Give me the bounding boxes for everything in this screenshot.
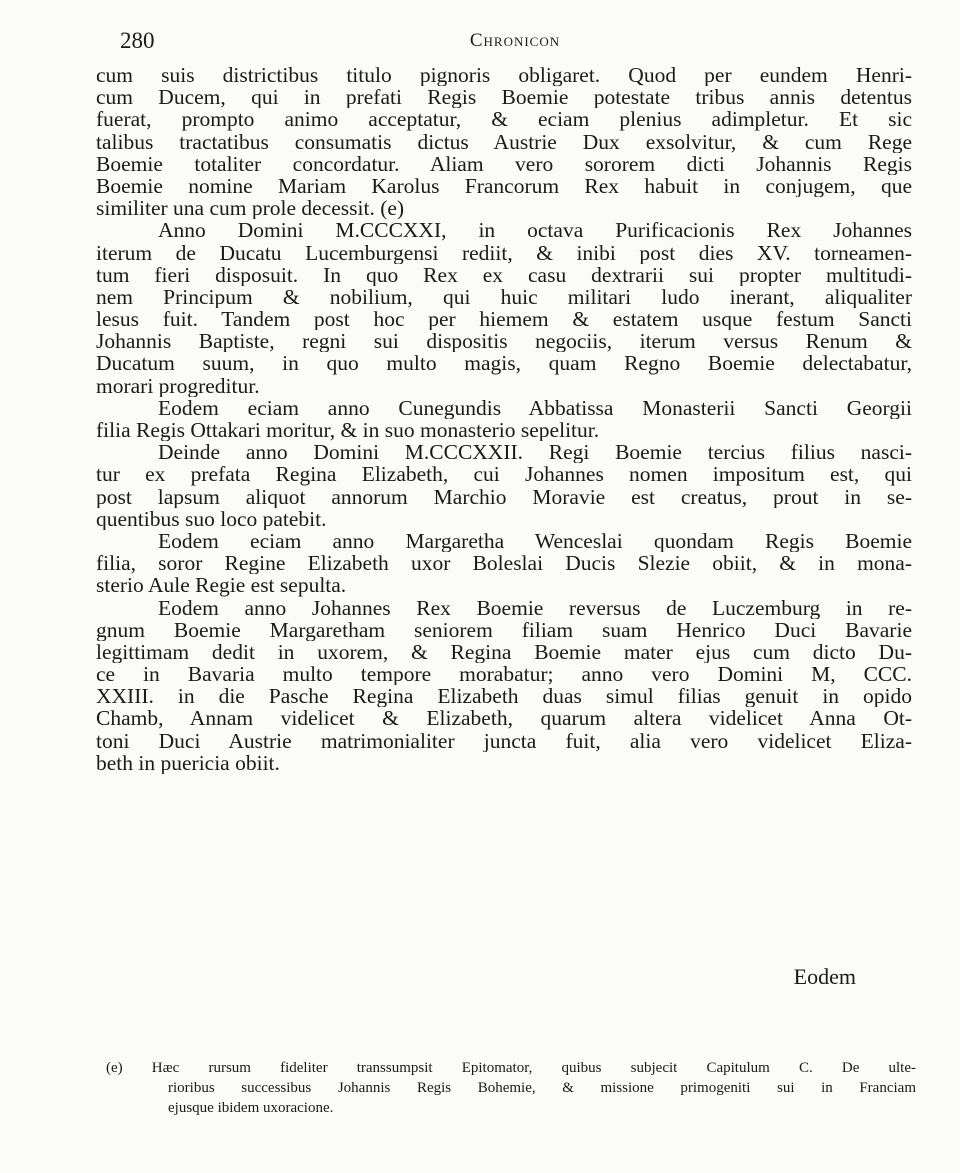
- text-line: lesus fuit. Tandem post hoc per hiemem & estatem usque festum Sancti: [96, 308, 912, 331]
- text-line: cum Ducem, qui in prefati Regis Boemie potestate tribus annis detentus: [96, 86, 912, 109]
- text-line: Anno Domini M.CCCXXI, in octava Purificacionis Rex Johannes: [158, 219, 912, 242]
- text-line: Johannis Baptiste, regni sui dispositis negociis, iterum versus Renum &: [96, 330, 912, 353]
- text-line: iterum de Ducatu Lucemburgensi rediit, & inibi post dies XV. torneamen-: [96, 241, 912, 264]
- text-line: Eodem eciam anno Cunegundis Abbatissa Monasterii Sancti Georgii: [158, 396, 912, 419]
- text-line: post lapsum aliquot annorum Marchio Moravie est creatus, prout in se-: [96, 485, 912, 508]
- footnote-line: rioribus successibus Johannis Regis Bohemie, & missione primogeniti sui in Franciam: [168, 1080, 916, 1096]
- text-line: tur ex prefata Regina Elizabeth, cui Johannes nomen impositum est, qui: [96, 463, 912, 486]
- text-line: legittimam dedit in uxorem, & Regina Boemie mater ejus cum dicto Du-: [96, 640, 912, 664]
- text-line: talibus tractatibus consumatis dictus Austrie Dux exsolvitur, & cum Rege: [96, 130, 912, 153]
- text-line: cum suis districtibus titulo pignoris obligaret. Quod per eundem Henri-: [96, 64, 912, 87]
- text-line: quentibus suo loco patebit.: [96, 507, 327, 530]
- text-line: morari progreditur.: [96, 374, 260, 397]
- footnote: [106, 1058, 916, 1118]
- text-line: filia Regis Ottakari moritur, & in suo monasterio sepelitur.: [96, 419, 600, 442]
- text-line: gnum Boemie Margaretham seniorem filiam suam Henrico Duci Bavarie: [96, 618, 912, 641]
- catchword: Eodem: [793, 964, 856, 989]
- text-line: sterio Aule Regie est sepulta.: [96, 574, 347, 597]
- text-line: filia, soror Regine Elizabeth uxor Boleslai Ducis Slezie obiit, & in mona-: [96, 552, 912, 575]
- text-line: Boemie nomine Mariam Karolus Francorum Rex habuit in conjugem, que: [96, 174, 912, 198]
- footnote-line: (e) Hæc rursum fideliter transsumpsit Epitomator, quibus subjecit Capitulum C. De ulte-: [106, 1060, 916, 1076]
- running-title: Chronicon: [469, 30, 561, 51]
- text-line: toni Duci Austrie matrimonialiter juncta fuit, alia vero videlicet Eliza-: [96, 729, 912, 752]
- text-line: Eodem eciam anno Margaretha Wenceslai quondam Regis Boemie: [158, 529, 912, 553]
- body-text: [96, 64, 912, 774]
- text-line: beth in puericia obiit.: [96, 751, 280, 774]
- footnote-line: ejusque ibidem uxoracione.: [168, 1100, 334, 1116]
- text-line: Boemie totaliter concordatur. Aliam vero sororem dicti Johannis Regis: [96, 152, 912, 175]
- text-line: tum fieri disposuit. In quo Rex ex casu dextrarii sui propter multitudi-: [96, 263, 912, 286]
- text-line: similiter una cum prole decessit. (e): [96, 197, 405, 220]
- text-line: Deinde anno Domini M.CCCXXII. Regi Boemie tercius filius nasci-: [158, 441, 912, 464]
- text-line: nem Principum & nobilium, qui huic militari ludo inerant, aliqualiter: [96, 285, 912, 309]
- text-line: XXIII. in die Pasche Regina Elizabeth duas simul filias genuit in opido: [96, 685, 912, 708]
- page-number: 280: [120, 28, 155, 53]
- text-line: ce in Bavaria multo tempore morabatur; anno vero Domini M, CCC.: [96, 663, 912, 686]
- text-line: Chamb, Annam videlicet & Elizabeth, quarum altera videlicet Anna Ot-: [96, 707, 912, 730]
- text-line: Eodem anno Johannes Rex Boemie reversus de Luczemburg in re-: [158, 596, 912, 619]
- text-line: fuerat, prompto animo acceptatur, & eciam plenius adimpletur. Et sic: [96, 108, 912, 131]
- text-line: Ducatum suum, in quo multo magis, quam Regno Boemie delectabatur,: [96, 352, 912, 375]
- page-header: [120, 28, 910, 60]
